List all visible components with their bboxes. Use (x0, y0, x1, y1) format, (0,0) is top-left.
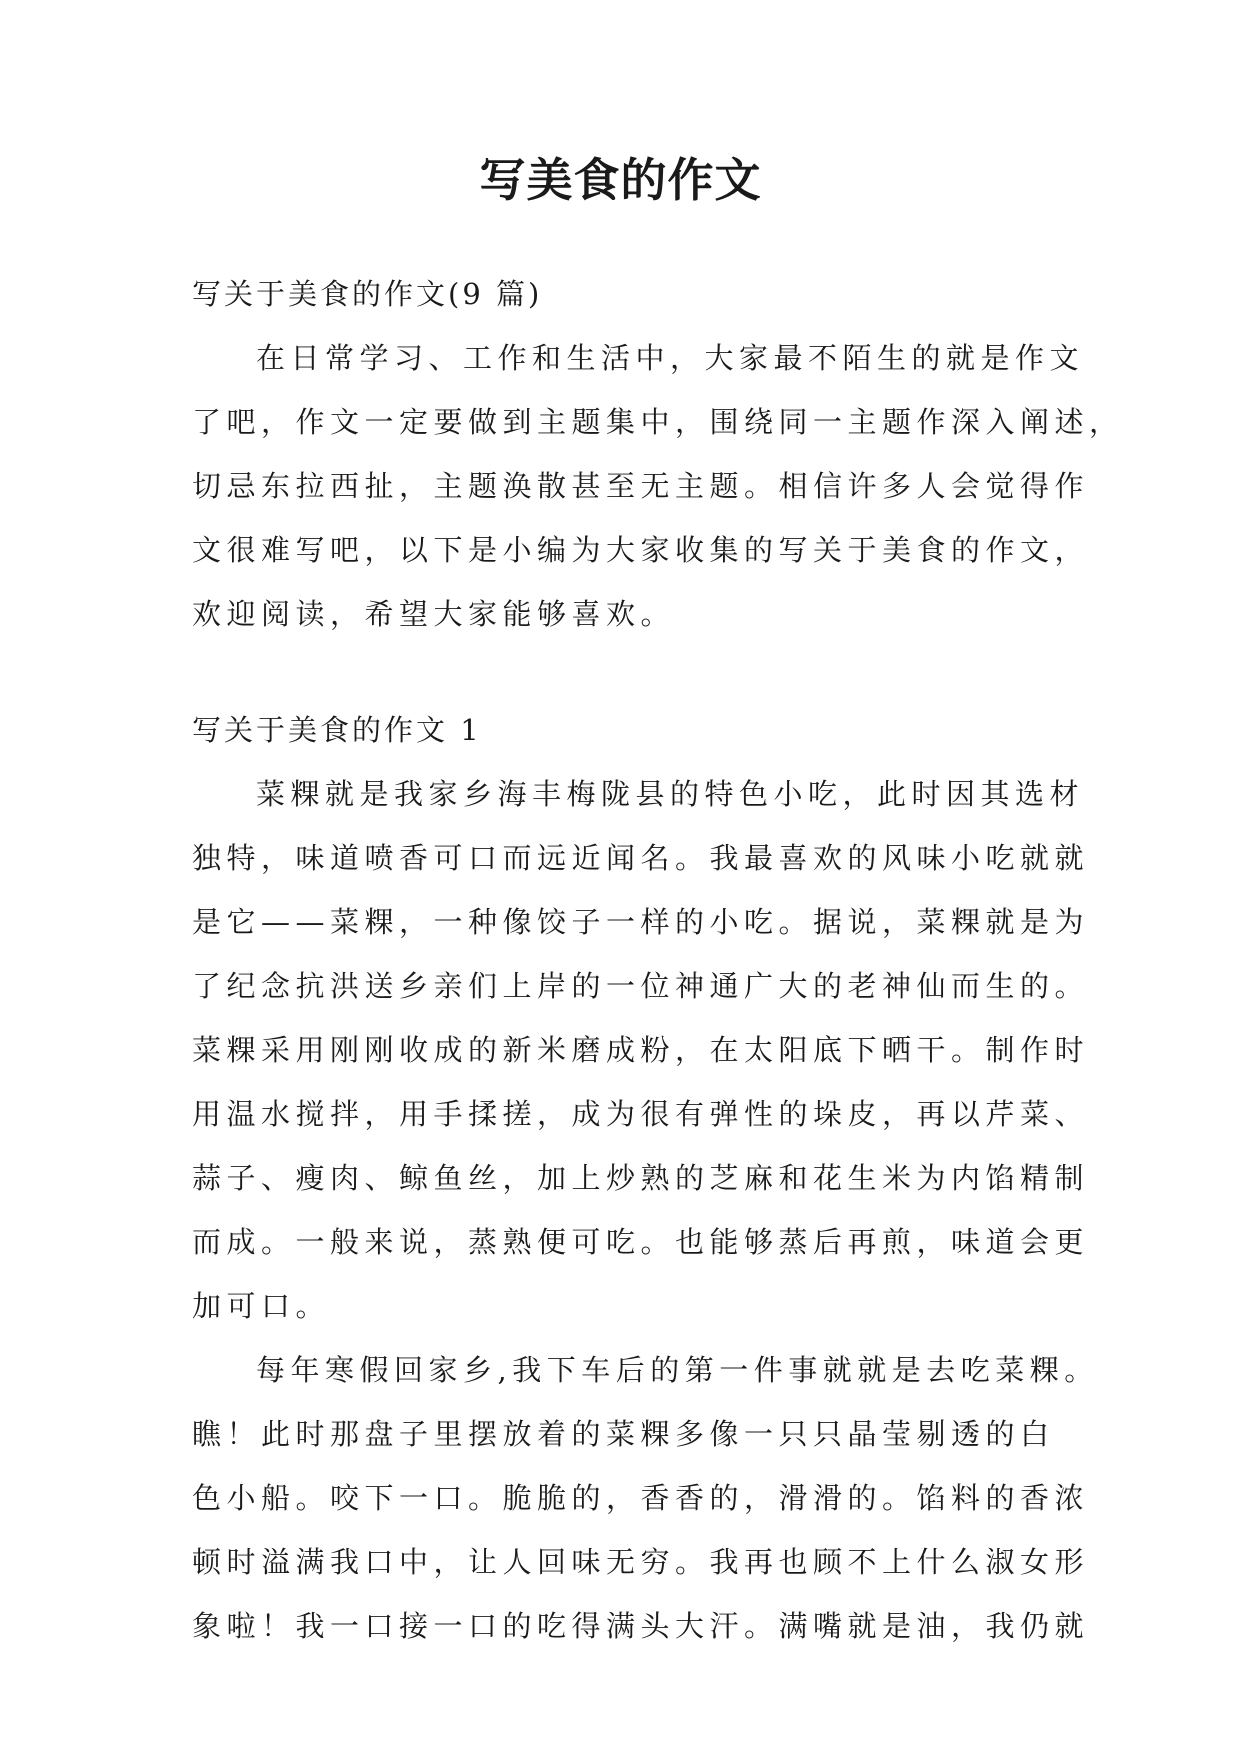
paragraph-line: 菜粿就是我家乡海丰梅陇县的特色小吃，此时因其选材 (256, 777, 1085, 811)
paragraph-line: 蒜子、瘦肉、鲸鱼丝，加上炒熟的芝麻和花生米为内馅精制 (192, 1161, 1090, 1195)
paragraph-line: 象啦！我一口接一口的吃得满头大汗。满嘴就是油，我仍就 (192, 1609, 1090, 1643)
paragraph-line: 欢迎阅读，希望大家能够喜欢。 (192, 597, 676, 631)
paragraph-line: 加可口。 (192, 1289, 331, 1323)
paragraph-line: 每年寒假回家乡,我下车后的第一件事就就是去吃菜粿。 (256, 1353, 1099, 1387)
paragraph-line: 在日常学习、工作和生活中，大家最不陌生的就是作文 (256, 341, 1085, 375)
intro-heading: 写关于美食的作文(9 篇) (192, 277, 543, 311)
essay-1-paragraph-2 (192, 1338, 1099, 1658)
document-title: 写美食的作文 (479, 153, 762, 207)
paragraph-line: 色小船。咬下一口。脆脆的，香香的，滑滑的。馅料的香浓 (192, 1481, 1090, 1515)
paragraph-line: 菜粿采用刚刚收成的新米磨成粉，在太阳底下晒干。制作时 (192, 1033, 1090, 1067)
paragraph-line: 文很难写吧，以下是小编为大家收集的写关于美食的作文， (192, 533, 1090, 567)
paragraph-line: 切忌东拉西扯，主题涣散甚至无主题。相信许多人会觉得作 (192, 469, 1090, 503)
paragraph-line: 是它——菜粿，一种像饺子一样的小吃。据说，菜粿就是为 (192, 905, 1090, 939)
essay-1-paragraph-1 (192, 762, 1090, 1338)
paragraph-line: 独特，味道喷香可口而远近闻名。我最喜欢的风味小吃就就 (192, 841, 1090, 875)
document-body (192, 262, 1124, 1658)
essay-1-heading: 写关于美食的作文 1 (192, 713, 482, 747)
intro-paragraph (192, 326, 1124, 646)
paragraph-line: 用温水搅拌，用手揉搓，成为很有弹性的垛皮，再以芹菜、 (192, 1097, 1090, 1131)
paragraph-line: 瞧！此时那盘子里摆放着的菜粿多像一只只晶莹剔透的白 (192, 1417, 1055, 1451)
paragraph-line: 了纪念抗洪送乡亲们上岸的一位神通广大的老神仙而生的。 (192, 969, 1090, 1003)
paragraph-line: 了吧，作文一定要做到主题集中，围绕同一主题作深入阐述， (192, 405, 1124, 439)
section-spacer (192, 646, 1054, 698)
paragraph-line: 而成。一般来说，蒸熟便可吃。也能够蒸后再煎，味道会更 (192, 1225, 1090, 1259)
paragraph-line: 顿时溢满我口中，让人回味无穷。我再也顾不上什么淑女形 (192, 1545, 1090, 1579)
